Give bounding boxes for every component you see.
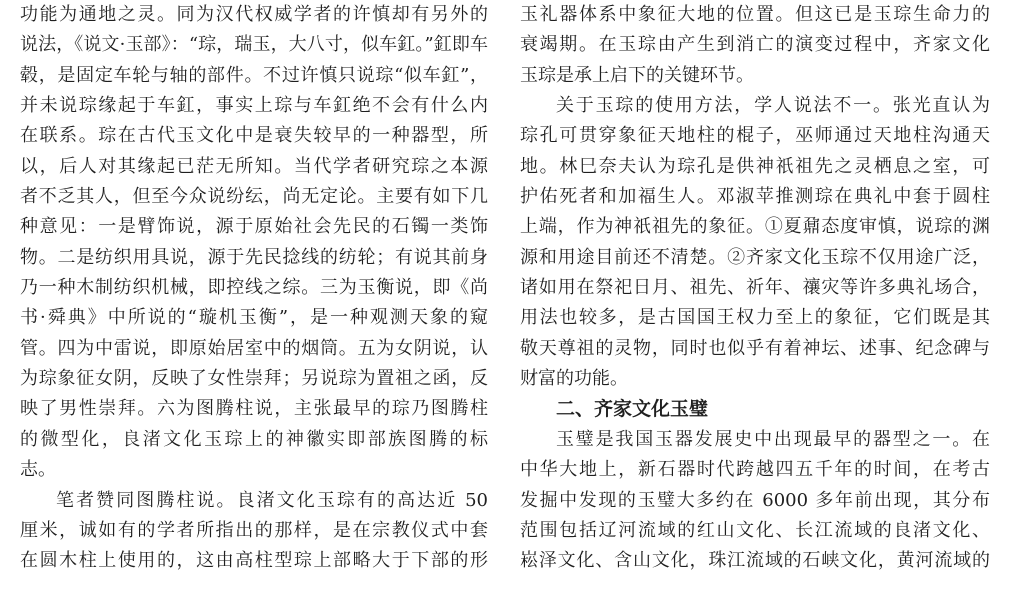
left-column xyxy=(20,0,488,577)
text-line: 物。二是纺织用具说，源于先民捻线的纺轮；有说其前身 xyxy=(20,246,488,268)
text-line: 用法也较多，是古国国王权力至上的象征，它们既是其 xyxy=(520,307,990,329)
text-line: 说法，《说文·玉部》：“琮，瑞玉，大八寸，似车釭。”釭即车 xyxy=(20,34,488,56)
text-line: 地。林巳奈夫认为琮孔是供神祇祖先之灵栖息之室，可 xyxy=(520,155,990,177)
text-line: 乃一种木制纺织机械，即控线之综。三为玉衡说，即《尚 xyxy=(20,277,488,299)
text-line: 中华大地上，新石器时代跨越四五千年的时间，在考古 xyxy=(520,459,990,481)
text-line: 志。 xyxy=(20,459,56,481)
text-line: 功能为通地之灵。同为汉代权威学者的许慎却有另外的 xyxy=(20,4,488,25)
text-line: 以，后人对其缘起已茫无所知。当代学者研究琮之本源 xyxy=(20,155,488,177)
text-line: 护佑死者和加福生人。邓淑苹推测琮在典礼中套于圆柱 xyxy=(520,186,990,208)
text-line: 范围包括辽河流域的红山文化、长江流域的良渚文化、 xyxy=(520,519,990,541)
text-line: 者不乏其人，但至今众说纷纭，尚无定论。主要有如下几 xyxy=(20,186,488,208)
text-line: 财富的功能。 xyxy=(520,368,628,390)
text-line: 毂，是固定车轮与轴的部件。不过许慎只说琮“似车釭”， xyxy=(20,64,488,86)
text-line: 玉琮是承上启下的关键环节。 xyxy=(520,64,754,86)
text-line: 发掘中发现的玉璧大多约在 6000 多年前出现，其分布 xyxy=(520,489,990,511)
text-line: 的微型化，良渚文化玉琮上的神徽实即部族图腾的标 xyxy=(20,428,488,450)
text-line: 在联系。琮在古代玉文化中是衰失较早的一种器型，所 xyxy=(20,125,488,147)
paragraph-first-line: 笔者赞同图腾柱说。良渚文化玉琮有的高达近 50 xyxy=(56,489,488,511)
text-line: 并未说琮缘起于车釭，事实上琮与车釭绝不会有什么内 xyxy=(20,95,488,117)
text-line: 诸如用在祭祀日月、祖先、祈年、禳灾等许多典礼场合， xyxy=(520,277,990,299)
paragraph-first-line: 玉璧是我国玉器发展史中出现最早的器型之一。在 xyxy=(556,428,990,450)
section-heading: 二、齐家文化玉璧 xyxy=(556,398,709,421)
text-line: 琮孔可贯穿象征天地柱的棍子，巫师通过天地柱沟通天 xyxy=(520,125,990,147)
text-line: 敬天尊祖的灵物，同时也似乎有着神坛、述事、纪念碑与 xyxy=(520,337,990,359)
right-column xyxy=(520,0,990,577)
text-line: 上端，作为神祇祖先的象征。①夏鼐态度审慎，说琮的渊 xyxy=(520,216,990,238)
text-line: 厘米，诚如有的学者所指出的那样，是在宗教仪式中套 xyxy=(20,519,488,541)
text-line: 为琮象征女阴，反映了女性崇拜；另说琮为置祖之函，反 xyxy=(20,368,488,390)
text-line: 崧泽文化、含山文化，珠江流域的石峡文化，黄河流域的 xyxy=(520,550,990,572)
text-line: 种意见：一是臂饰说，源于原始社会先民的石镯一类饰 xyxy=(20,216,488,238)
paragraph-first-line: 关于玉琮的使用方法，学人说法不一。张光直认为 xyxy=(556,95,990,117)
text-line: 在圆木柱上使用的，这由高柱型琮上部略大于下部的形 xyxy=(20,550,488,572)
text-line: 衰竭期。在玉琮由产生到消亡的演变过程中，齐家文化 xyxy=(520,34,990,56)
text-line: 玉礼器体系中象征大地的位置。但这已是玉琮生命力的 xyxy=(520,4,990,25)
text-line: 源和用途目前还不清楚。②齐家文化玉琮不仅用途广泛， xyxy=(520,246,990,268)
text-line: 映了男性崇拜。六为图腾柱说，主张最早的琮乃图腾柱 xyxy=(20,398,488,420)
text-line: 管。四为中雷说，即原始居室中的烟筒。五为女阴说，认 xyxy=(20,337,488,359)
text-line: 书·舜典》中所说的“璇机玉衡”，是一种观测天象的窥 xyxy=(20,307,488,329)
